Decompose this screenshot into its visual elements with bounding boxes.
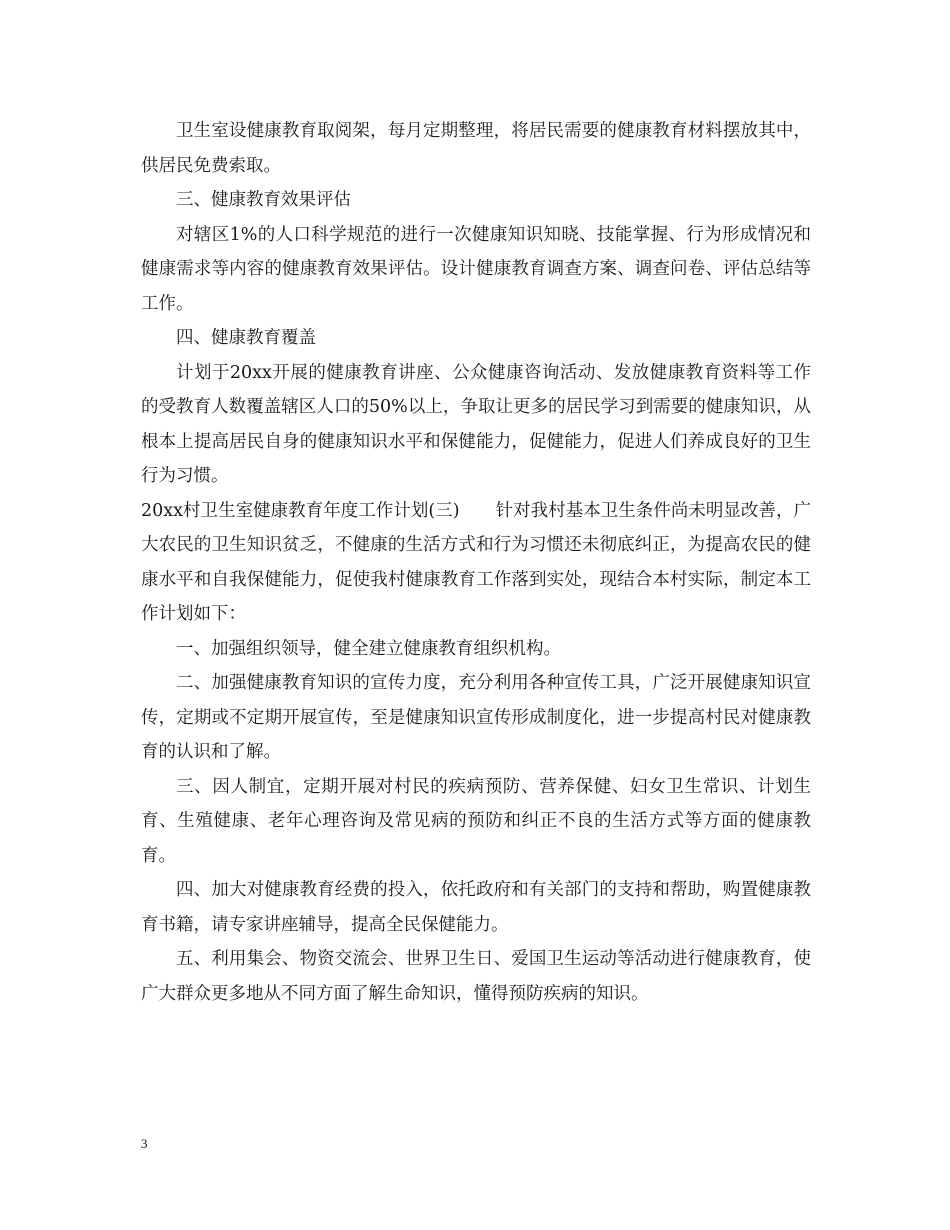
plan-item-publicity: 二、加强健康教育知识的宣传力度，充分利用各种宣传工具，广泛开展健康知识宣传，定期或不定期开展宣传，至是健康知识宣传形成制度化，进一步提高村民对健康教育的认识和了解。 bbox=[141, 673, 811, 762]
plan-item-events: 五、利用集会、物资交流会、世界卫生日、爱国卫生运动等活动进行健康教育，使广大群众更多地从不同方面了解生命知识，懂得预防疾病的知识。 bbox=[141, 949, 811, 1004]
plan-item-organization: 一、加强组织领导，健全建立健康教育组织机构。 bbox=[176, 638, 561, 659]
paragraph-coverage-details: 计划于20xx开展的健康教育讲座、公众健康咨询活动、发放健康教育资料等工作的受教育人数覆盖辖区人口的50%以上，争取让更多的居民学习到需要的健康知识，从根本上提高居民自身的健康知识水平和保健能力，促健能力，促进人们养成良好的卫生行为习惯。 bbox=[141, 362, 811, 486]
paragraph-reading-rack: 卫生室设健康教育取阅架，每月定期整理，将居民需要的健康教育材料摆放其中，供居民免费索取。 bbox=[141, 121, 811, 176]
plan-item-targeted-education: 三、因人制宜，定期开展对村民的疾病预防、营养保健、妇女卫生常识、计划生育、生殖健康、老年心理咨询及常见病的预防和纠正不良的生活方式等方面的健康教育。 bbox=[141, 776, 811, 866]
page-number: 3 bbox=[141, 1136, 148, 1151]
section-title: 20xx村卫生室健康教育年度工作计划(三) bbox=[141, 500, 460, 521]
paragraph-evaluation-details: 对辖区1%的人口科学规范的进行一次健康知识知晓、技能掌握、行为形成情况和健康需求等内容的健康教育效果评估。设计健康教育调查方案、调查问卷、评估总结等工作。 bbox=[141, 224, 811, 314]
heading-education-coverage: 四、健康教育覆盖 bbox=[176, 328, 316, 348]
plan-item-funding: 四、加大对健康教育经费的投入，依托政府和有关部门的支持和帮助，购置健康教育书籍，请专家讲座辅导，提高全民保健能力。 bbox=[141, 880, 811, 935]
document-body bbox=[141, 114, 811, 1011]
heading-effect-evaluation: 三、健康教育效果评估 bbox=[176, 190, 351, 210]
section-plan-three bbox=[141, 494, 811, 632]
section-intro: 针对我村基本卫生条件尚未明显改善，广大农民的卫生知识贫乏，不健康的生活方式和行为习惯还未彻底纠正，为提高农民的健康水平和自我保健能力，促使我村健康教育工作落到实处，现结合本村实际，制定本工作计划如下： bbox=[141, 500, 812, 624]
